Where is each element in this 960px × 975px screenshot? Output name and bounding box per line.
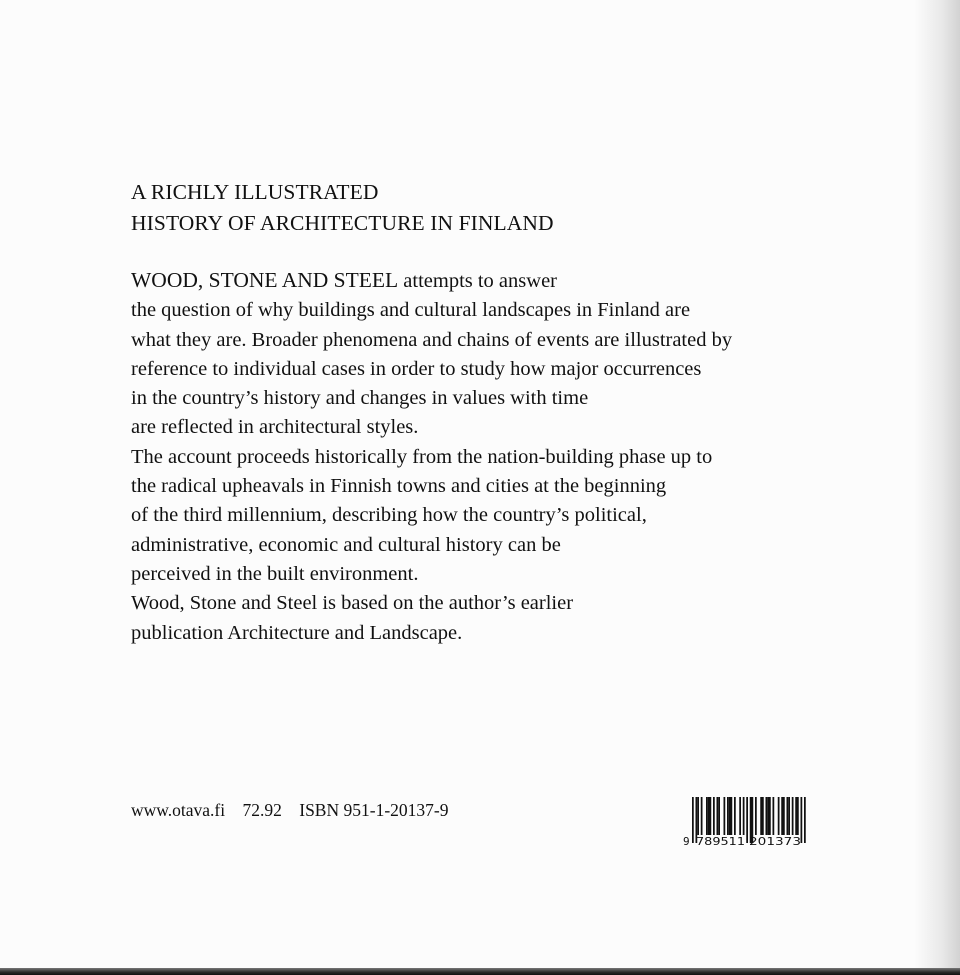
- barcode-bar: [708, 797, 710, 835]
- barcode-bar: [762, 797, 764, 835]
- blurb-line-1: the question of why buildings and cultural landscapes in Finland are: [131, 299, 691, 322]
- barcode-bar: [724, 797, 726, 835]
- barcode-bar: [701, 797, 703, 835]
- isbn-text: ISBN 951-1-20137-9: [299, 800, 449, 820]
- barcode-bar: [706, 797, 708, 835]
- barcode-bar: [692, 797, 694, 843]
- barcode-bar: [773, 797, 775, 835]
- cover-heading: [131, 177, 554, 239]
- cover-bottom-edge: [0, 968, 960, 975]
- barcode-bar: [713, 797, 715, 835]
- barcode-bar: [766, 797, 768, 835]
- heading-line-1: A RICHLY ILLUSTRATED: [131, 180, 379, 204]
- barcode-bar: [697, 797, 699, 835]
- barcode-bar: [746, 797, 748, 843]
- blurb-lead-rest: attempts to answer: [398, 270, 557, 292]
- barcode-bar: [739, 797, 741, 835]
- barcode-bar: [783, 797, 785, 835]
- barcode-bar: [792, 797, 794, 835]
- heading-line-2: HISTORY OF ARCHITECTURE IN FINLAND: [131, 211, 554, 235]
- blurb-line-2: what they are. Broader phenomena and chains of events are illustrated by: [131, 328, 733, 351]
- blurb-line-3: reference to individual cases in order to study how major occurrences: [131, 357, 702, 380]
- publisher-footer: [131, 798, 461, 822]
- blurb-line-9: administrative, economic and cultural history can be: [131, 533, 561, 556]
- barcode-bar: [755, 797, 757, 835]
- barcode-bar: [734, 797, 736, 835]
- barcode-digit-first: 9: [683, 835, 690, 848]
- blurb-text: [131, 266, 732, 648]
- isbn-barcode: [683, 797, 807, 849]
- classification-code: 72.92: [242, 800, 282, 820]
- barcode-bar: [717, 797, 719, 835]
- blurb-line-6: The account proceeds historically from the nation-building phase up to: [131, 445, 713, 468]
- blurb-line-5: are reflected in architectural styles.: [131, 416, 419, 439]
- barcode-graphic: [683, 797, 807, 849]
- barcode-bar: [710, 797, 712, 835]
- barcode-bar: [729, 797, 731, 835]
- blurb-line-11: Wood, Stone and Steel is based on the author’s earlier: [131, 592, 574, 615]
- barcode-bar: [760, 797, 762, 835]
- barcode-digits-right: 201373: [749, 836, 801, 848]
- barcode-bar: [788, 797, 790, 835]
- spine-shadow: [914, 0, 960, 975]
- barcode-bar: [787, 797, 789, 835]
- blurb-line-8: of the third millennium, describing how the country’s political,: [131, 504, 647, 527]
- barcode-bar: [731, 797, 733, 835]
- blurb-line-7: the radical upheavals in Finnish towns and cities at the beginning: [131, 475, 667, 498]
- blurb-lead-caps: WOOD, STONE AND STEEL: [131, 268, 399, 292]
- barcode-digits-left: 789511: [696, 836, 745, 848]
- barcode-bar: [778, 797, 780, 835]
- barcode-bar: [795, 797, 797, 835]
- barcode-bar: [804, 797, 806, 843]
- barcode-bar: [718, 797, 720, 835]
- barcode-bar: [727, 797, 729, 835]
- publisher-website: www.otava.fi: [131, 800, 226, 820]
- blurb-line-10: perceived in the built environment.: [131, 562, 419, 585]
- barcode-bar: [781, 797, 783, 835]
- barcode-bar: [797, 797, 799, 835]
- blurb-line-0: [131, 266, 732, 296]
- blurb-line-4: in the country’s history and changes in values with time: [131, 387, 589, 410]
- blurb-line-12: publication Architecture and Landscape.: [131, 621, 463, 644]
- barcode-bar: [767, 797, 769, 835]
- barcode-bar: [769, 797, 771, 835]
- barcode-bar: [743, 797, 745, 835]
